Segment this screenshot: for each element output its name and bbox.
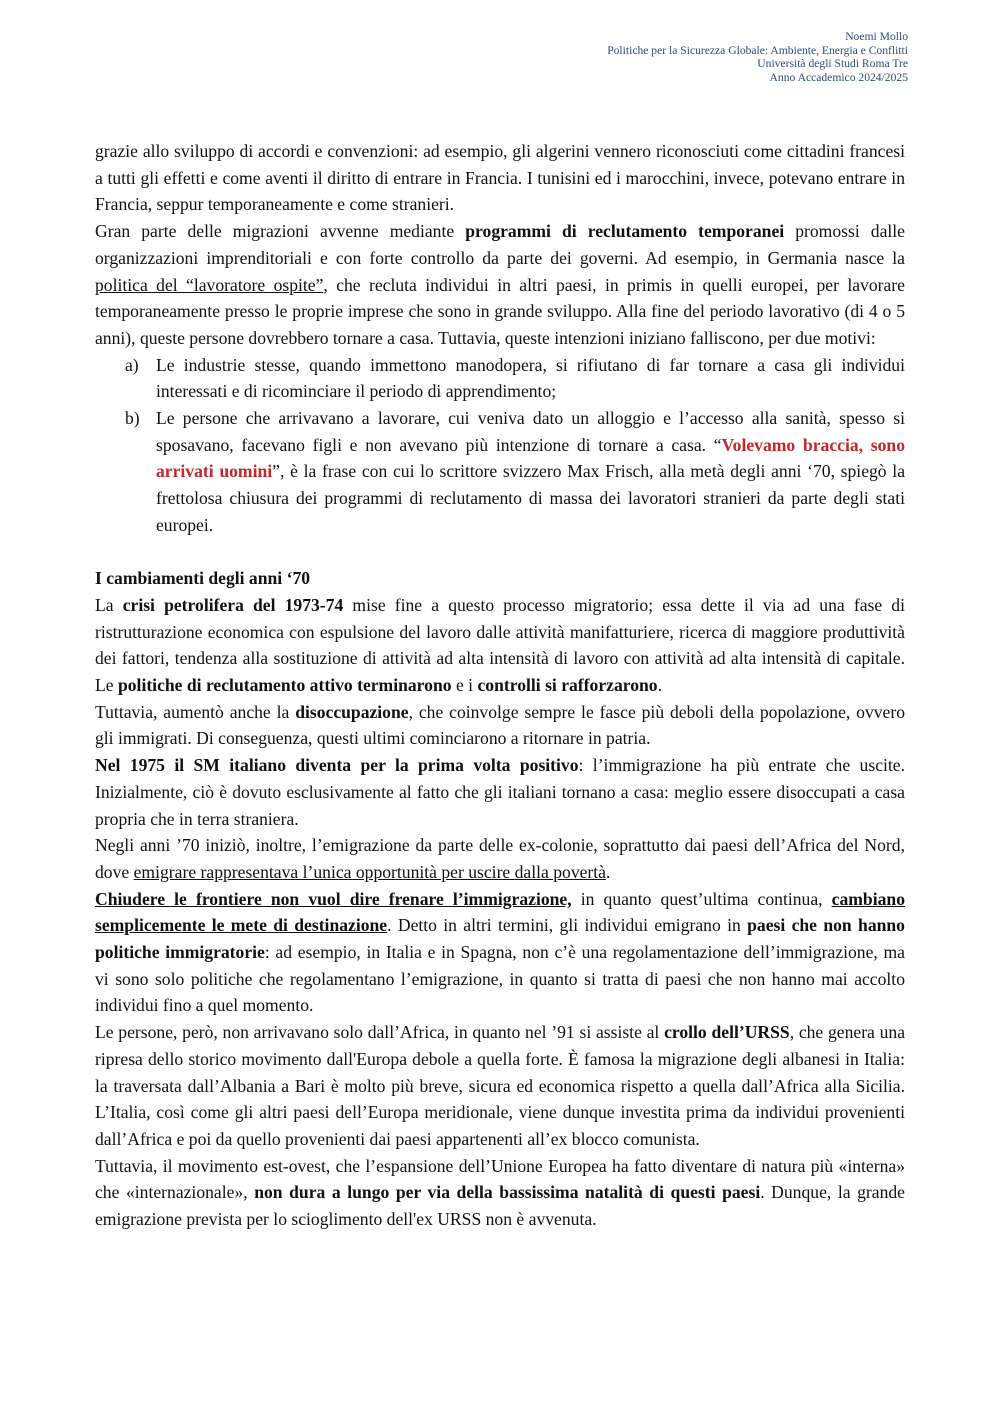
bold-term: programmi di reclutamento temporanei [465,221,785,242]
text-run: , che coinvolge sempre le fasce più deboli della popolazione, ovvero gli immigrati. Di conseguenza, questi ultimi cominciarono a ritornare in patria. [95,701,905,749]
list-marker: b) [125,408,140,429]
bold-term: disoccupazione [295,701,409,722]
text-run: e i [451,675,478,696]
header-author: Noemi Mollo [845,30,908,43]
section-heading: I cambiamenti degli anni ‘70 [95,568,311,589]
bold-term: politiche di reclutamento attivo terminarono [117,675,452,696]
paragraph-unemployment [95,699,905,752]
bold-term: crollo dell’URSS [664,1022,790,1043]
paragraph-ex-colonies [95,832,905,885]
reasons-list [95,352,905,539]
paragraph-borders [95,886,905,1020]
bold-term: Nel 1975 il SM italiano diventa per la prima volta positivo [95,755,579,776]
paragraph-ussr [95,1019,905,1153]
bold-term: controlli si rafforzarono [477,675,658,696]
list-item-text: Le industrie stesse, quando immettono manodopera, si rifiutano di far tornare a casa gli individui interessati e di ricominciare il periodo di apprendimento; [156,354,905,402]
text-run: Tuttavia, il movimento est-ovest, che l’espansione dell’Unione Europea ha fatto diventare di natura più «interna» che «internazionale», [95,1155,905,1203]
text-run: La [95,594,123,615]
header-course: Politiche per la Sicurezza Globale: Ambiente, Energia e Conflitti [607,43,908,57]
underlined-term: politica del “lavoratore ospite” [95,274,324,295]
bold-term: paesi che non hanno politiche immigratorie [95,915,905,963]
text-run: . Detto in altri termini, gli individui emigrano in [387,915,748,936]
text-run: ”, è la frase con cui lo scrittore svizzero Max Frisch, alla metà degli anni ‘70, spiegò la frettolosa chiusura dei programmi di reclutamento di massa dei lavoratori stranieri da parte degli stati europei. [156,461,905,535]
list-marker: a) [125,354,139,375]
bold-term: non dura a lungo per via della bassissima natalità di questi paesi [254,1182,761,1203]
bold-underlined-term: cambiano semplicemente le mete di destinazione [95,888,905,936]
list-item [95,405,905,539]
text-run: : ad esempio, in Italia e in Spagna, non c’è una regolamentazione dell’immigrazione, ma vi sono solo politiche che regolamentano l’emigrazione, in quanto si tratta di paesi che non hanno mai accolto individui fino a quel momento. [95,942,905,1016]
paragraph-east-west [95,1153,905,1233]
text-run: promossi dalle organizzazioni imprenditoriali e con forte controllo da parte dei governi. Ad esempio, in Germania nasce la [95,221,905,268]
bold-term: crisi petrolifera del 1973-74 [122,594,344,615]
text-run: , che recluta individui in altri paesi, in primis in quelli europei, per lavorare temporaneamente presso le proprie imprese che sono in grande sviluppo. Alla fine del periodo lavorativo (di 4 o 5 anni), queste persone dovrebbero tornare a casa. Tuttavia, queste intenzioni iniziano falliscono, per due motivi: [95,274,905,348]
paragraph-1975 [95,752,905,832]
paragraph-oil-crisis [95,592,905,699]
paragraph-recruitment-programs [95,218,905,352]
bold-underlined-term: Chiudere le frontiere non vuol dire frenare l’immigrazione, [95,888,572,909]
header-university: Università degli Studi Roma Tre [757,57,908,71]
text-run: Gran parte delle migrazioni avvenne mediante [95,221,466,242]
page-header [607,30,908,84]
text-run: : l’immigrazione ha più entrate che uscite. Inizialmente, ciò è dovuto esclusivamente al fatto che gli italiani tornano a casa: meglio essere disoccupati a casa propria che in terra straniera. [95,755,905,829]
highlighted-quote: Volevamo braccia, sono arrivati uomini [156,434,905,482]
header-academic-year: Anno Accademico 2024/2025 [769,70,908,84]
underlined-term: emigrare rappresentava l’unica opportunità per uscire dalla povertà [133,861,606,882]
text-run: Le persone che arrivavano a lavorare, cui veniva dato un alloggio e l’accesso alla sanità, spesso si sposavano, facevano figli e non avevano più intenzione di tornare a casa. “ [156,408,905,455]
text-run: Negli anni ’70 iniziò, inoltre, l’emigrazione da parte delle ex-colonie, soprattutto dai paesi dell’Africa del Nord, dove [95,835,905,882]
text-run: . [657,675,663,696]
text-run: , che genera una ripresa dello storico movimento dall'Europa debole a quella forte. È famosa la migrazione degli albanesi in Italia: la traversata dall’Albania a Bari è molto più breve, sicura ed economica rispetto a quella dall’Africa alla Sicilia. L’Italia, così come gli altri paesi dell’Europa meridionale, viene dunque investita prima da individui provenienti dall’Africa e poi da quello provenienti dai paesi appartenenti all’ex blocco comunista. [95,1022,905,1149]
list-item [95,352,905,405]
text-run: in quanto quest’ultima continua, [571,888,832,909]
paragraph-accords: grazie allo sviluppo di accordi e convenzioni: ad esempio, gli algerini vennero riconosciuti come cittadini francesi a tutti gli effetti e come aventi il diritto di entrare in Francia. I tunisini ed i marocchini, invece, potevano entrare in Francia, seppur temporaneamente e come stranieri. [95,141,905,215]
text-run: Le persone, però, non arrivavano solo dall’Africa, in quanto nel ’91 si assiste al [95,1022,665,1043]
text-run: mise fine a questo processo migratorio; essa dette il via ad una fase di ristrutturazione economica con espulsione del lavoro dalle attività manifatturiere, ricerca di maggiore produttività dei fattori, tendenza alla sostituzione di attività ad alta intensità di lavoro con attività ad alta intensità di capitale. Le [95,594,905,696]
text-run: . Dunque, la grande emigrazione prevista per lo scioglimento dell'ex URSS non è avvenuta. [95,1182,905,1230]
document-body [95,138,905,1233]
text-run: Tuttavia, aumentò anche la [95,701,296,722]
text-run: . [605,861,611,882]
